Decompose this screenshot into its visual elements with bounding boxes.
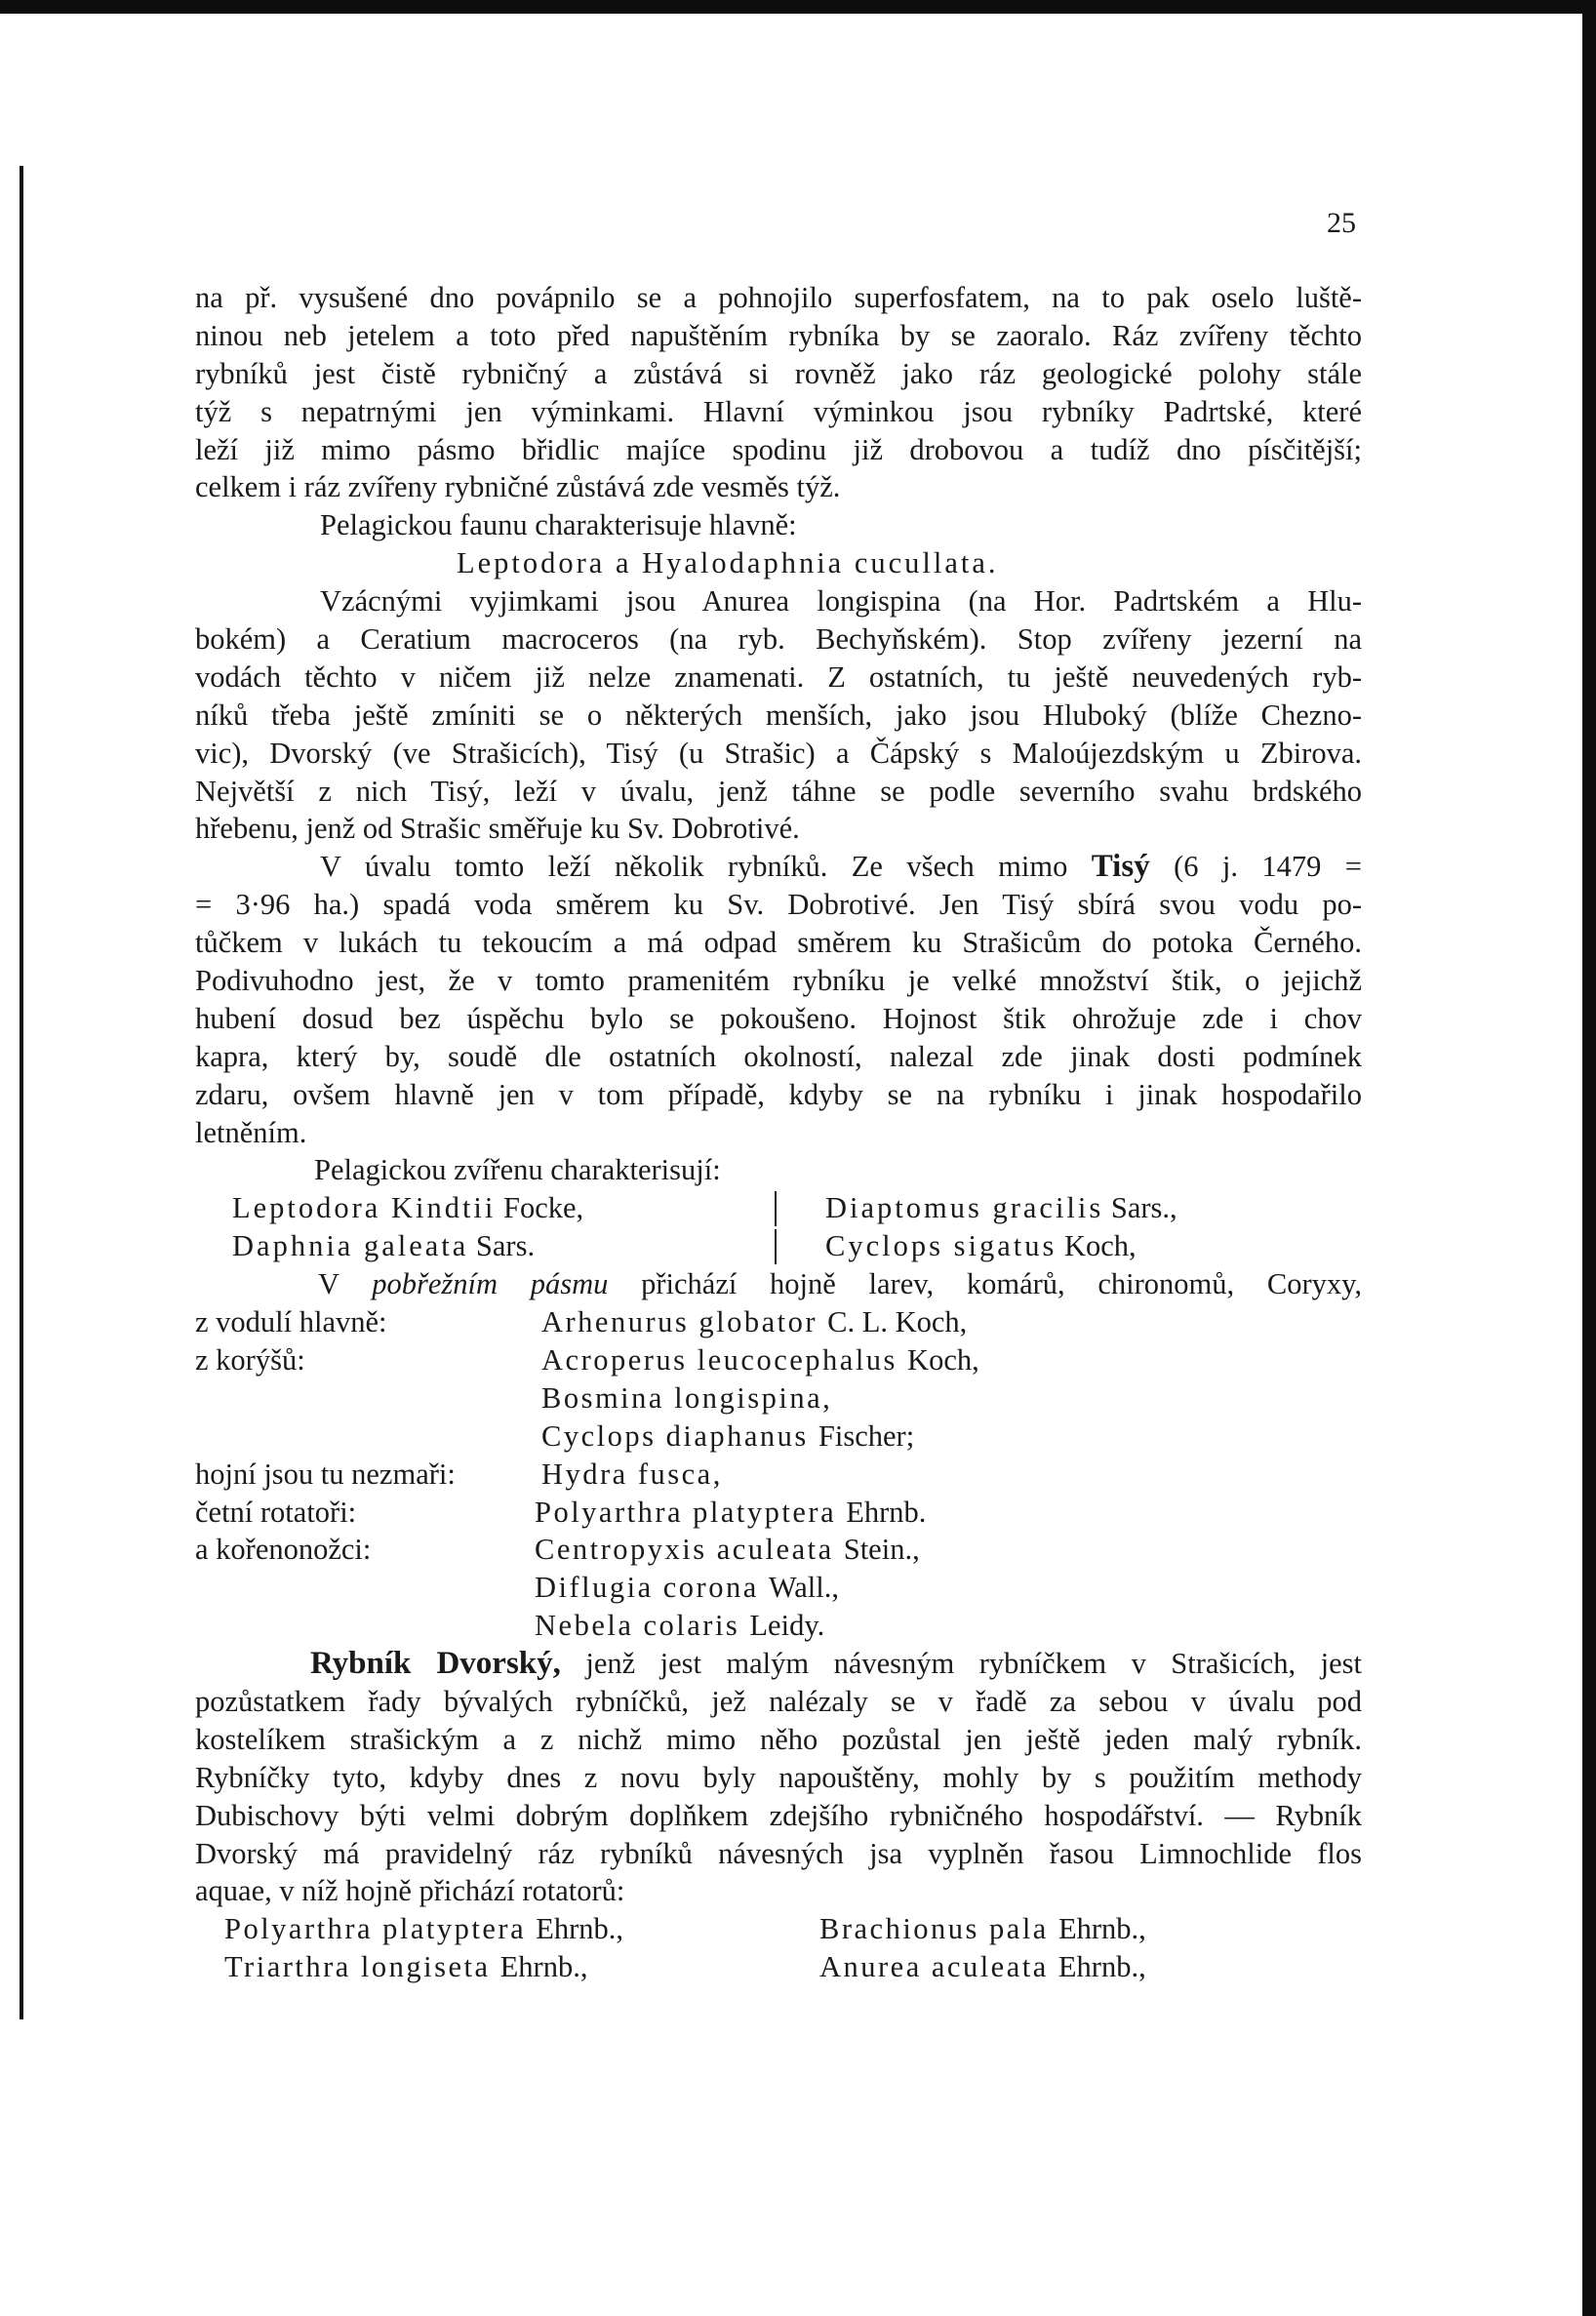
list-item: četní rotatoři: Polyarthra platyptera Ehrnb. (195, 1495, 927, 1529)
text-line: vic), Dvorský (ve Strašicích), Tisý (u Strašic) a Čápský s Maloújezdským u Zbirova. (195, 736, 1362, 770)
list-item: Cyclops diaphanus Fischer; (541, 1418, 915, 1453)
text-line: níků třeba ještě zmíniti se o některých menších, jako jsou Hluboký (blíže Cheznо- (195, 698, 1362, 732)
text-line: Dubischovy býti velmi dobrým doplňkem zdejšího rybničného hospodářství. — Rybník (195, 1798, 1362, 1832)
list-item: Bosmina longispina, (541, 1380, 833, 1415)
text-line: leží již mimo pásmo břidlic majíce spodinu již drobovou a tudíž dno písčitější; (195, 432, 1362, 466)
column-divider (775, 1229, 777, 1264)
text-line: letněním. (195, 1115, 307, 1149)
species-name: Triarthra longiseta (224, 1950, 491, 1984)
text-line: pozůstatkem řady bývalých rybníčků, jež nalézaly se v řadě za sebou v úvalu pod (195, 1684, 1362, 1718)
list-item: z vodulí hlavně: Arhenurus globator C. L. Koch, (195, 1305, 968, 1339)
paragraph-6-intro: V pobřežním pásmu přichází hojně larev, komárů, chironomů, Coryxy, (318, 1267, 1363, 1301)
text-line: kostelíkem strašickým a z nichž mimo něho pozůstal jen ještě jeden malý rybník. (195, 1722, 1362, 1756)
text-line: Největší z nich Tisý, leží v úvalu, jenž táhne se podle severního svahu brdského (195, 774, 1362, 808)
text-line: tůčkem v lukách tu tekoucím a má odpad směrem ku Strašicům do potoka Černého. (195, 926, 1362, 960)
scan-edge-left (20, 166, 23, 2019)
species-name: Cyclops sigatus (825, 1229, 1057, 1263)
species-list (195, 1303, 1362, 1645)
page-body (195, 279, 1362, 1986)
table-row: Triarthra longiseta Ehrnb., Anurea aculeata Ehrnb., (224, 1950, 1146, 1984)
text-line: na př. vysušené dno povápnilo se a pohnojilo superfosfatem, na to pak oselo luště- (195, 281, 1362, 314)
species-table-1 (195, 1189, 1362, 1265)
text-line: rybníků jest čistě rybničný a zůstává si rovněž jako ráz geologické polohy stále (195, 356, 1362, 390)
text-line: Rybníčky tyto, kdyby dnes z novu byly napouštěny, mohly by s použitím methody (195, 1760, 1362, 1794)
text-line: = 3·96 ha.) spadá voda směrem ku Sv. Dobrotivé. Jen Tisý sbírá svou vodu po- (195, 888, 1362, 922)
species-name: Diaptomus gracilis (825, 1191, 1104, 1225)
species-name: Leptodora Kindtii (232, 1191, 497, 1225)
text-line: aquae, v níž hojně přichází rotatorů: (195, 1874, 625, 1908)
text-line: týž s nepatrnými jen výminkami. Hlavní výminkou jsou rybníky Padrtské, které (195, 394, 1362, 428)
table-row: Polyarthra platyptera Ehrnb., Brachionus pala Ehrnb., (224, 1912, 1146, 1946)
paragraph-3 (195, 582, 1362, 848)
list-item: hojní jsou tu nezmaři: Hydra fusca, (195, 1457, 723, 1491)
text-line: hubení dosud bez úspěchu bylo se pokoušeno. Hojnost štik ohrožuje zde i chov (195, 1001, 1362, 1035)
table-row: Daphnia galeata Sars. Cyclops sigatus Koch, (232, 1229, 1137, 1263)
paragraph-2-intro: Pelagickou faunu charakterisuje hlavně: (320, 508, 797, 542)
paragraph-1 (195, 279, 1362, 506)
text-line: celkem i ráz zvířeny rybničné zůstává zde vesměs týž. (195, 470, 841, 504)
text-line: hřebenu, jenž od Strašic směřuje ku Sv. Dobrotivé. (195, 812, 800, 846)
text-line: Rybník Dvorský, jenž jest malým návesným rybníčkem v Strašicích, jest (310, 1646, 1362, 1682)
species-name: Polyarthra platyptera (224, 1912, 527, 1946)
paragraph-7 (195, 1645, 1362, 1910)
pond-name-tisy: Tisý (1091, 849, 1150, 885)
text-line: vodách těchto v ničem již nelze znamenati. Z ostatních, tu ještě neuvedených ryb- (195, 659, 1362, 694)
paragraph-4 (195, 848, 1362, 1151)
text-line: zdaru, ovšem hlavně jen v tom případě, kdyby se na rybníku i jinak hospodařilo (195, 1077, 1362, 1111)
species-name: Daphnia galeata (232, 1229, 469, 1263)
species-table-2 (195, 1910, 1362, 1986)
text-line: kapra, který by, soudě dle ostatních okolností, nalezal zde jinak dosti podmínek (195, 1039, 1362, 1073)
table-row: Leptodora Kindtii Focke, Diaptomus gracilis Sars., (232, 1191, 1177, 1225)
list-item: z korýšů: Acroperus leucocephalus Koch, (195, 1342, 979, 1377)
species-name: Anurea aculeata (819, 1950, 1049, 1984)
list-item: Diflugia corona Wall., (535, 1571, 839, 1605)
text-line: ninou neb jetelem a toto před napuštěním rybníka by se zaoralo. Ráz zvířeny těchto (195, 318, 1362, 352)
page-number: 25 (1327, 207, 1356, 239)
list-item: Nebela colaris Leidy. (535, 1609, 825, 1643)
scan-frame-top (0, 0, 1596, 14)
pond-name-dvorsky: Rybník Dvorský, (310, 1646, 561, 1682)
paragraph-5-intro: Pelagickou zvířenu charakterisují: (314, 1153, 721, 1187)
text-line: Vzácnými vyjimkami jsou Anurea longispina (na Hor. Padrtském a Hlu- (320, 584, 1362, 619)
paragraph-2-species: Leptodora a Hyalodaphnia cucullata. (457, 546, 999, 580)
column-divider (775, 1191, 777, 1226)
list-item: a kořenonožci: Centropyxis aculeata Stein., (195, 1533, 920, 1567)
species-name: Brachionus pala (819, 1912, 1049, 1946)
text-line: V úvalu tomto leží několik rybníků. Ze všech mimo Tisý (6 j. 1479 = (320, 849, 1362, 885)
text-line: Dvorský má pravidelný ráz rybníků návesných jsa vyplněn řasou Limnochlide flos (195, 1836, 1362, 1870)
text-line: Podivuhodno jest, že v tomto pramenitém rybníku je velké množství štik, o jejichž (195, 964, 1362, 998)
scan-frame-right (1582, 0, 1596, 2316)
text-line: bokém) a Ceratium macroceros (na ryb. Bechyňském). Stop zvířeny jezerní na (195, 622, 1362, 657)
